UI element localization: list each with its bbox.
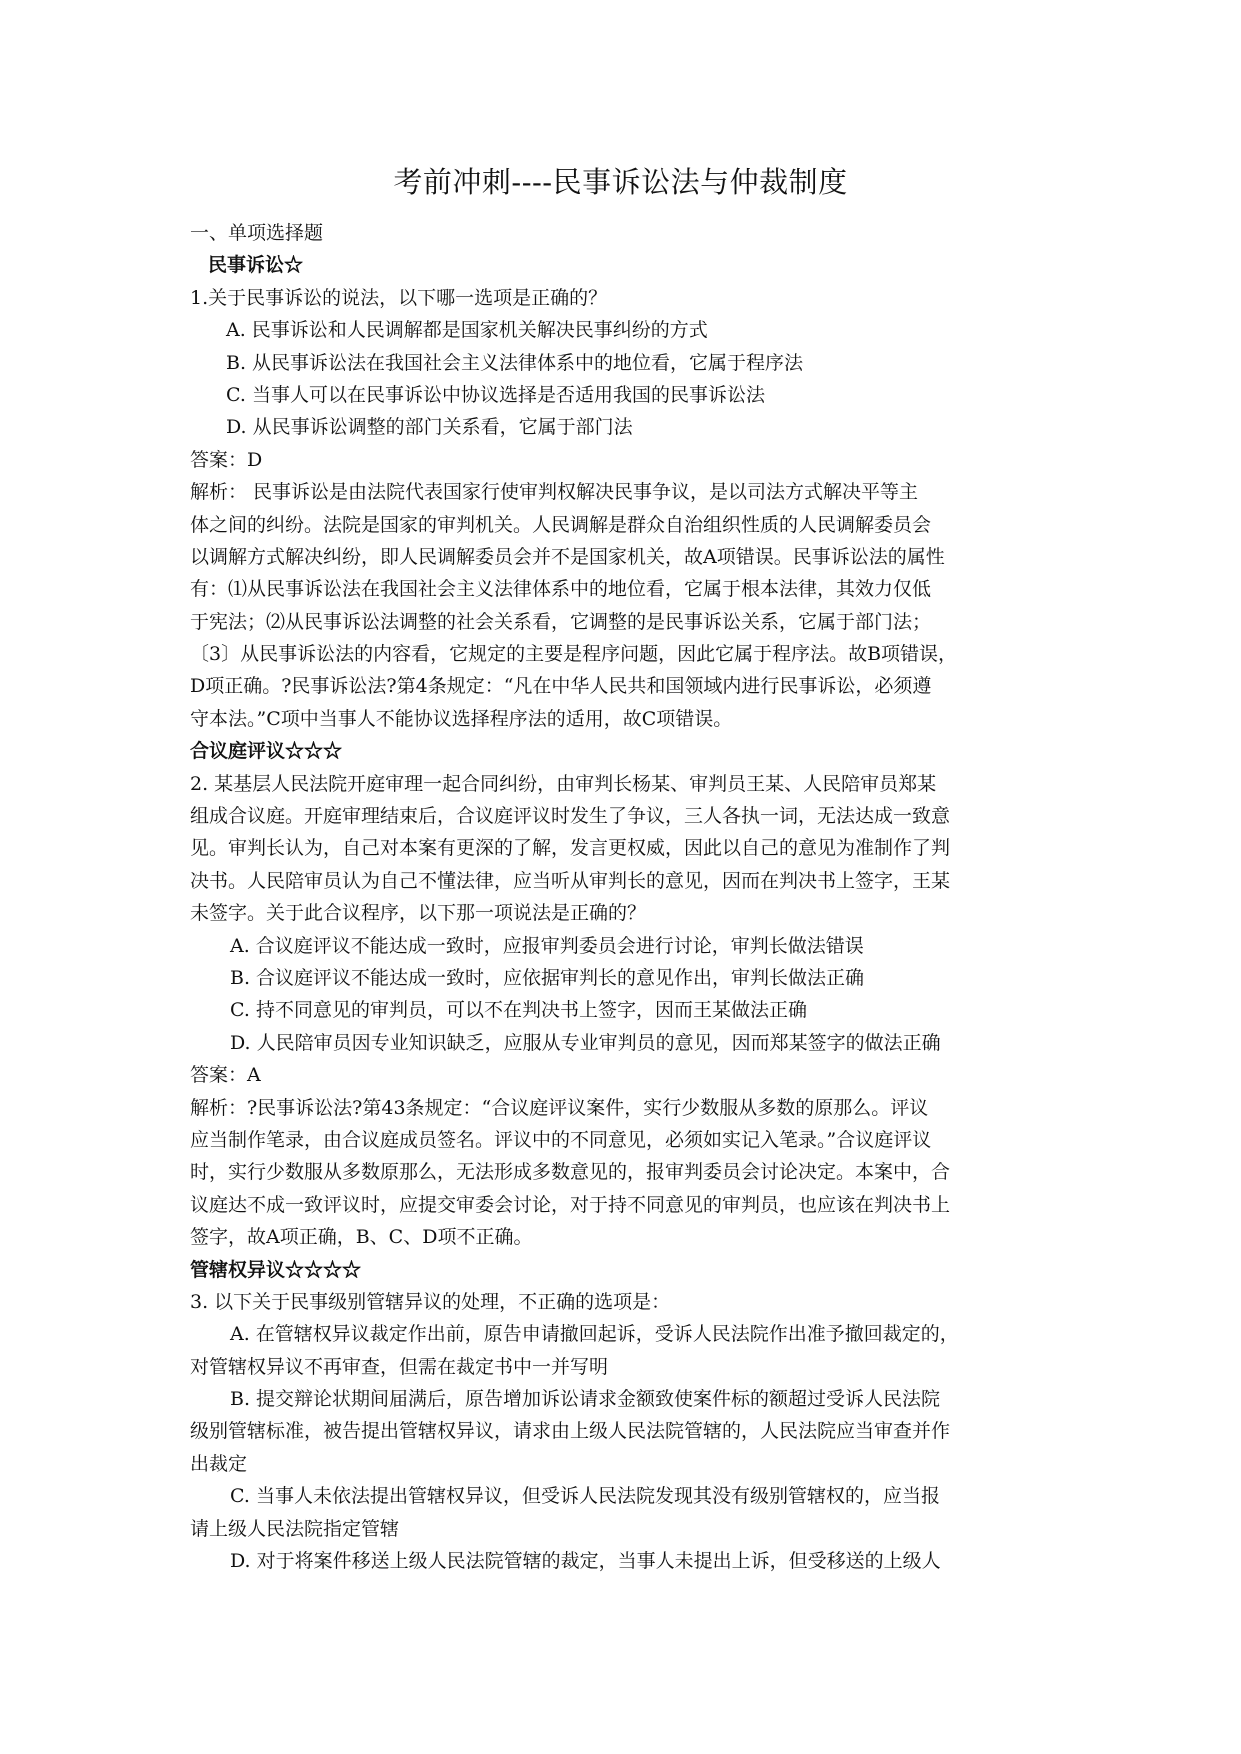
q2-analysis-line: 议庭达不成一致评议时，应提交审委会讨论，对于持不同意见的审判员，也应该在判决书上: [190, 1193, 951, 1216]
q2-question-line: 2. 某基层人民法院开庭审理一起合同纠纷，由审判长杨某、审判员王某、人民陪审员郑某: [190, 772, 937, 795]
q1-option-b: B. 从民事诉讼法在我国社会主义法律体系中的地位看，它属于程序法: [226, 351, 804, 374]
q3-option-d-line: D. 对于将案件移送上级人民法院管辖的裁定，当事人未提出上诉，但受移送的上级人: [230, 1550, 941, 1573]
q1-question: 1.关于民事诉讼的说法，以下哪一选项是正确的？: [190, 286, 608, 309]
q1-analysis-line: 〔3〕从民事诉讼法的内容看，它规定的主要是程序问题，因此它属于程序法。故B项错误，: [190, 643, 958, 666]
q2-analysis-line: 时，实行少数服从多数原那么，无法形成多数意见的，报审判委员会讨论决定。本案中，合: [190, 1161, 951, 1184]
q2-question-line: 组成合议庭。开庭审理结束后，合议庭评议时发生了争议，三人各执一词，无法达成一致意: [190, 805, 951, 828]
q3-option-c-line: C. 当事人未依法提出管辖权异议，但受诉人民法院发现其没有级别管辖权的，应当报: [230, 1485, 940, 1508]
section-heading: 一、单项选择题: [190, 222, 324, 244]
q1-analysis-line: 以调解方式解决纠纷，即人民调解委员会并不是国家机关，故A项错误。民事诉讼法的属性: [190, 545, 945, 568]
q1-answer: 答案：D: [190, 448, 263, 471]
q1-topic: 民事诉讼☆: [208, 254, 304, 277]
q1-option-a: A. 民事诉讼和人民调解都是国家机关解决民事纠纷的方式: [226, 319, 708, 342]
page-title: 考前冲刺----民事诉讼法与仲裁制度: [393, 165, 848, 199]
q3-question: 3. 以下关于民事级别管辖异议的处理，不正确的选项是：: [190, 1290, 671, 1313]
q2-topic: 合议庭评议☆☆☆: [190, 740, 343, 763]
q1-analysis-line: 体之间的纠纷。法院是国家的审判机关。人民调解是群众自治组织性质的人民调解委员会: [190, 513, 932, 536]
q2-question-line: 未签字。关于此合议程序，以下那一项说法是正确的？: [190, 902, 647, 925]
q2-option-b: B. 合议庭评议不能达成一致时，应依据审判长的意见作出，审判长做法正确: [230, 966, 865, 989]
q1-analysis-line: D项正确。?民事诉讼法?第4条规定：“凡在中华人民共和国领域内进行民事诉讼，必须遵: [190, 675, 932, 698]
q3-option-b-line: B. 提交辩论状期间届满后，原告增加诉讼请求金额致使案件标的额超过受诉人民法院: [230, 1388, 941, 1411]
q1-analysis-line: 有：⑴从民事诉讼法在我国社会主义法律体系中的地位看，它属于根本法律，其效力仅低: [190, 578, 932, 601]
q2-question-line: 见。审判长认为，自己对本案有更深的了解，发言更权威，因此以自己的意见为准制作了判: [190, 837, 951, 860]
q3-option-a-line: A. 在管辖权异议裁定作出前，原告申请撤回起诉，受诉人民法院作出准予撤回裁定的，: [230, 1323, 959, 1346]
q1-analysis-line: 解析： 民事诉讼是由法院代表国家行使审判权解决民事争议，是以司法方式解决平等主: [190, 481, 919, 504]
q1-option-d: D. 从民事诉讼调整的部门关系看，它属于部门法: [226, 416, 633, 439]
q3-option-c-line: 请上级人民法院指定管辖: [190, 1517, 400, 1540]
q2-analysis-line: 解析：?民事诉讼法?第43条规定：“合议庭评议案件，实行少数服从多数的原那么。评议: [190, 1096, 929, 1119]
q3-topic: 管辖权异议☆☆☆☆: [190, 1258, 362, 1281]
q3-option-a-line: 对管辖权异议不再审查，但需在裁定书中一并写明: [190, 1355, 609, 1378]
q1-analysis-line: 守本法。”C项中当事人不能协议选择程序法的适用，故C项错误。: [190, 707, 733, 730]
q2-answer: 答案：A: [190, 1064, 261, 1087]
q2-option-c: C. 持不同意见的审判员，可以不在判决书上签字，因而王某做法正确: [230, 999, 807, 1022]
q1-option-c: C. 当事人可以在民事诉讼中协议选择是否适用我国的民事诉讼法: [226, 383, 765, 406]
q2-analysis-line: 应当制作笔录，由合议庭成员签名。评议中的不同意见，必须如实记入笔录。”合议庭评议: [190, 1128, 932, 1151]
q2-question-line: 决书。人民陪审员认为自己不懂法律，应当听从审判长的意见，因而在判决书上签字，王某: [190, 869, 951, 892]
q3-option-b-line: 出裁定: [190, 1452, 248, 1475]
document-body: [190, 217, 1060, 1577]
q2-option-d: D. 人民陪审员因专业知识缺乏，应服从专业审判员的意见，因而郑某签字的做法正确: [230, 1031, 941, 1054]
q3-option-b-line: 级别管辖标准，被告提出管辖权异议，请求由上级人民法院管辖的，人民法院应当审查并作: [190, 1420, 951, 1443]
q2-analysis-line: 签字，故A项正确，B、C、D项不正确。: [190, 1226, 533, 1249]
q2-option-a: A. 合议庭评议不能达成一致时，应报审判委员会进行讨论，审判长做法错误: [230, 934, 864, 957]
q1-analysis-line: 于宪法；⑵从民事诉讼法调整的社会关系看，它调整的是民事诉讼关系，它属于部门法；: [190, 610, 932, 633]
